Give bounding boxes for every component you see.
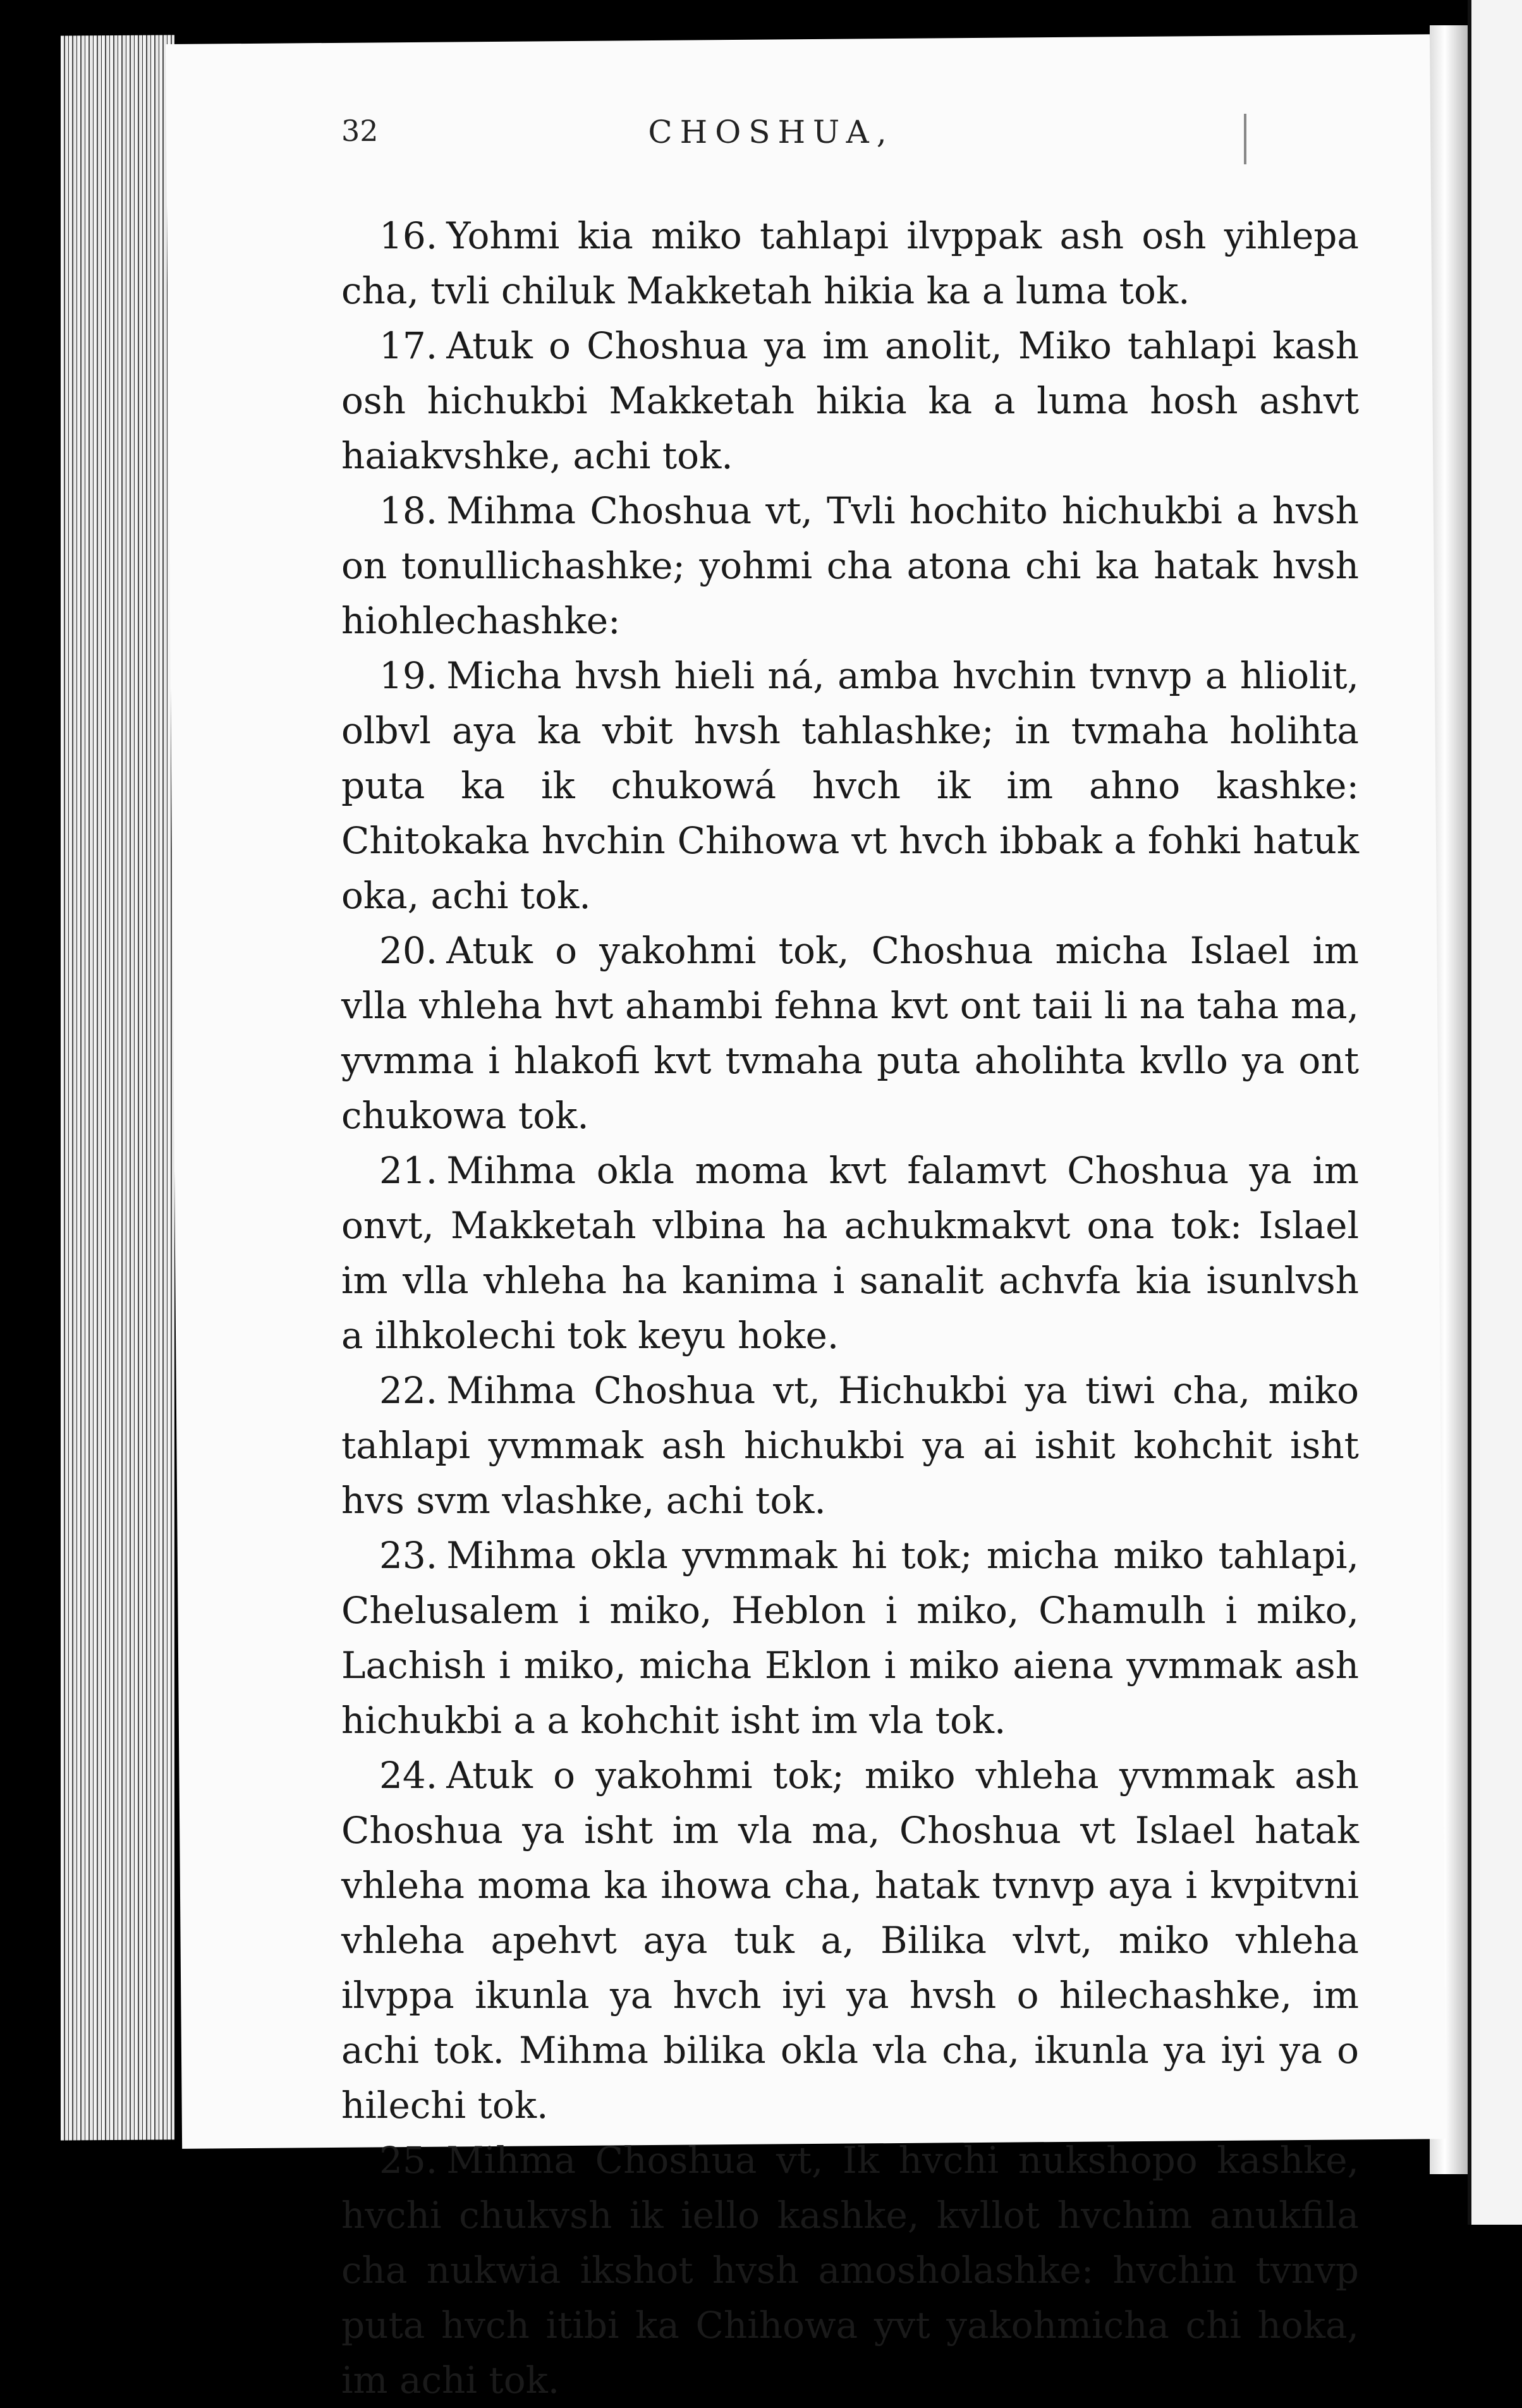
verse-number: 23. [379, 1534, 438, 1577]
verse-text: Mihma Choshua vt, Ik hvchi nukshopo kashke, hvchi chukvsh ik iello kashke, kvllot hvchim anukfila cha nukwia ikshot hvsh amosholashke: hvchin tvnvp puta hvch itibi ka Chihowa yvt yakohmicha chi hoka, im achi tok. [341, 2139, 1359, 2402]
verse-text: Mihma Choshua vt, Tvli hochito hichukbi a hvsh on tonullichashke; yohmi cha atona chi ka hatak hvsh hiohlechashke: [341, 489, 1359, 642]
verse-text: Mihma okla moma kvt falamvt Choshua ya im onvt, Makketah vlbina ha achukmakvt ona tok: Islael im vlla vhleha ha kanima i sanalit achvfa kia isunlvsh a ilhkolechi tok keyu hoke. [341, 1149, 1359, 1357]
verse-number: 20. [379, 929, 438, 972]
verse-19 [341, 648, 1359, 923]
verse-number: 25. [379, 2139, 438, 2182]
running-title: CHOSHUA, [648, 114, 894, 150]
verse-number: 24. [379, 1754, 438, 1797]
page-header [190, 114, 1353, 164]
verse-24 [341, 1748, 1359, 2133]
verse-number: 22. [379, 1369, 438, 1412]
verse-text: Micha hvsh hieli ná, amba hvchin tvnvp a hliolit, olbvl aya ka vbit hvsh tahlashke; in tvmaha holihta puta ka ik chukowá hvch ik im ahno kashke: Chitokaka hvchin Chihowa vt hvch ibbak a fohki hatuk oka, achi tok. [341, 654, 1359, 917]
verse-text: Mihma okla yvmmak hi tok; micha miko tahlapi, Chelusalem i miko, Heblon i miko, Chamulh i miko, Lachish i miko, micha Eklon i miko aiena yvmmak ash hichukbi a a kohchit isht im vla tok. [341, 1534, 1359, 1742]
verse-text: Atuk o Choshua ya im anolit, Miko tahlapi kash osh hichukbi Makketah hikia ka a luma hosh ashvt haiakvshke, achi tok. [341, 324, 1359, 477]
verse-text: Yohmi kia miko tahlapi ilvppak ash osh yihlepa cha, tvli chiluk Makketah hikia ka a luma tok. [341, 214, 1359, 312]
verse-22 [341, 1363, 1359, 1528]
verse-text: Mihma Choshua vt, Hichukbi ya tiwi cha, miko tahlapi yvmmak ash hichukbi ya ai ishit kohchit isht hvs svm vlashke, achi tok. [341, 1369, 1359, 1522]
verse-18 [341, 483, 1359, 648]
verse-17 [341, 319, 1359, 483]
verse-25 [341, 2133, 1359, 2408]
verse-text: Atuk o yakohmi tok, Choshua micha Islael im vlla vhleha hvt ahambi fehna kvt ont taii li na taha ma, yvmma i hlakofi kvt tvmaha puta aholihta kvllo ya ont chukowa tok. [341, 929, 1359, 1137]
verse-16 [341, 209, 1359, 319]
verse-number: 17. [379, 324, 438, 367]
verse-number: 19. [379, 654, 438, 697]
book-page-edges [61, 35, 174, 2140]
verse-number: 16. [379, 214, 438, 257]
verse-20 [341, 923, 1359, 1143]
verse-text-body [341, 209, 1359, 2408]
page-number: 32 [341, 114, 379, 148]
verse-number: 21. [379, 1149, 438, 1192]
verse-23 [341, 1528, 1359, 1748]
verse-text: Atuk o yakohmi tok; miko vhleha yvmmak ash Choshua ya isht im vla ma, Choshua vt Islael hatak vhleha moma ka ihowa cha, hatak tvnvp aya i kvpitvni vhleha apehvt aya tuk a, Bilika vlvt, miko vhleha ilvppa ikunla ya hvch iyi ya hvsh o hilechashke, im achi tok. Mihma bilika okla vla cha, ikunla ya iyi ya o hilechi tok. [341, 1754, 1359, 2127]
facing-page-edge [1468, 0, 1522, 2225]
verse-number: 18. [379, 489, 438, 532]
verse-21 [341, 1143, 1359, 1363]
